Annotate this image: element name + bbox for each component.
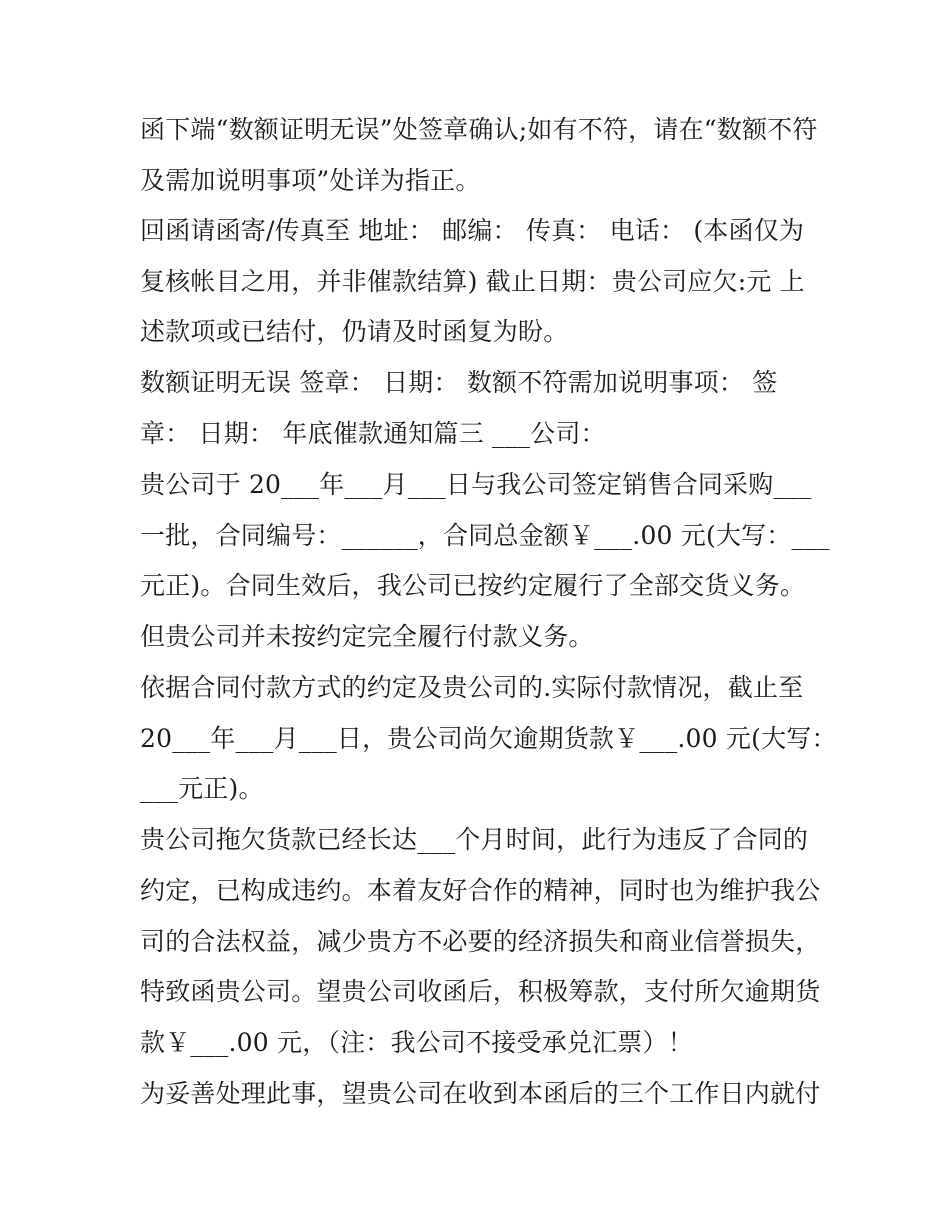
text-line: 特致函贵公司。望贵公司收函后，积极筹款，支付所欠逾期货 bbox=[140, 977, 821, 1006]
text-line: 为妥善处理此事，望贵公司在收到本函后的三个工作日内就付 bbox=[140, 1079, 821, 1108]
text-line: 但贵公司并未按约定完全履行付款义务。 bbox=[140, 622, 594, 651]
text-line: 数额证明无误 签章： 日期： 数额不符需加说明事项： 签 bbox=[140, 368, 778, 397]
text-line: 回函请函寄/传真至 地址： 邮编： 传真： 电话： (本函仅为 bbox=[140, 216, 805, 245]
text-line: 述款项或已结付，仍请及时函复为盼。 bbox=[140, 317, 569, 346]
text-line: 款￥___.00 元，（注：我公司不接受承兑汇票）！ bbox=[140, 1028, 693, 1057]
text-line: 一批，合同编号：______，合同总金额￥___.00 元(大写：___ bbox=[140, 521, 830, 550]
text-line: 复核帐目之用，并非催款结算) 截止日期：贵公司应欠:元 上 bbox=[140, 267, 805, 296]
text-line: 约定，已构成违约。本着友好合作的精神，同时也为维护我公 bbox=[140, 876, 821, 905]
text-line: ___元正)。 bbox=[140, 774, 264, 803]
text-line: 章： 日期： 年底催款通知篇三 ___公司： bbox=[140, 419, 606, 448]
text-line: 依据合同付款方式的约定及贵公司的.实际付款情况，截止至 bbox=[140, 673, 804, 702]
text-line: 及需加说明事项”处详为指正。 bbox=[140, 166, 481, 195]
text-line: 贵公司拖欠货款已经长达___个月时间，此行为违反了合同的 bbox=[140, 825, 809, 854]
text-line: 元正)。合同生效后，我公司已按约定履行了全部交货义务。 bbox=[140, 571, 806, 600]
text-line: 20___年___月___日，贵公司尚欠逾期货款￥___.00 元(大写： bbox=[140, 724, 837, 753]
text-line: 函下端“数额证明无误”处签章确认;如有不符，请在“数额不符 bbox=[140, 115, 818, 144]
text-line: 贵公司于 20___年___月___日与我公司签定销售合同采购___ bbox=[140, 470, 812, 499]
text-line: 司的合法权益，减少贵方不必要的经济损失和商业信誉损失， bbox=[140, 927, 821, 956]
